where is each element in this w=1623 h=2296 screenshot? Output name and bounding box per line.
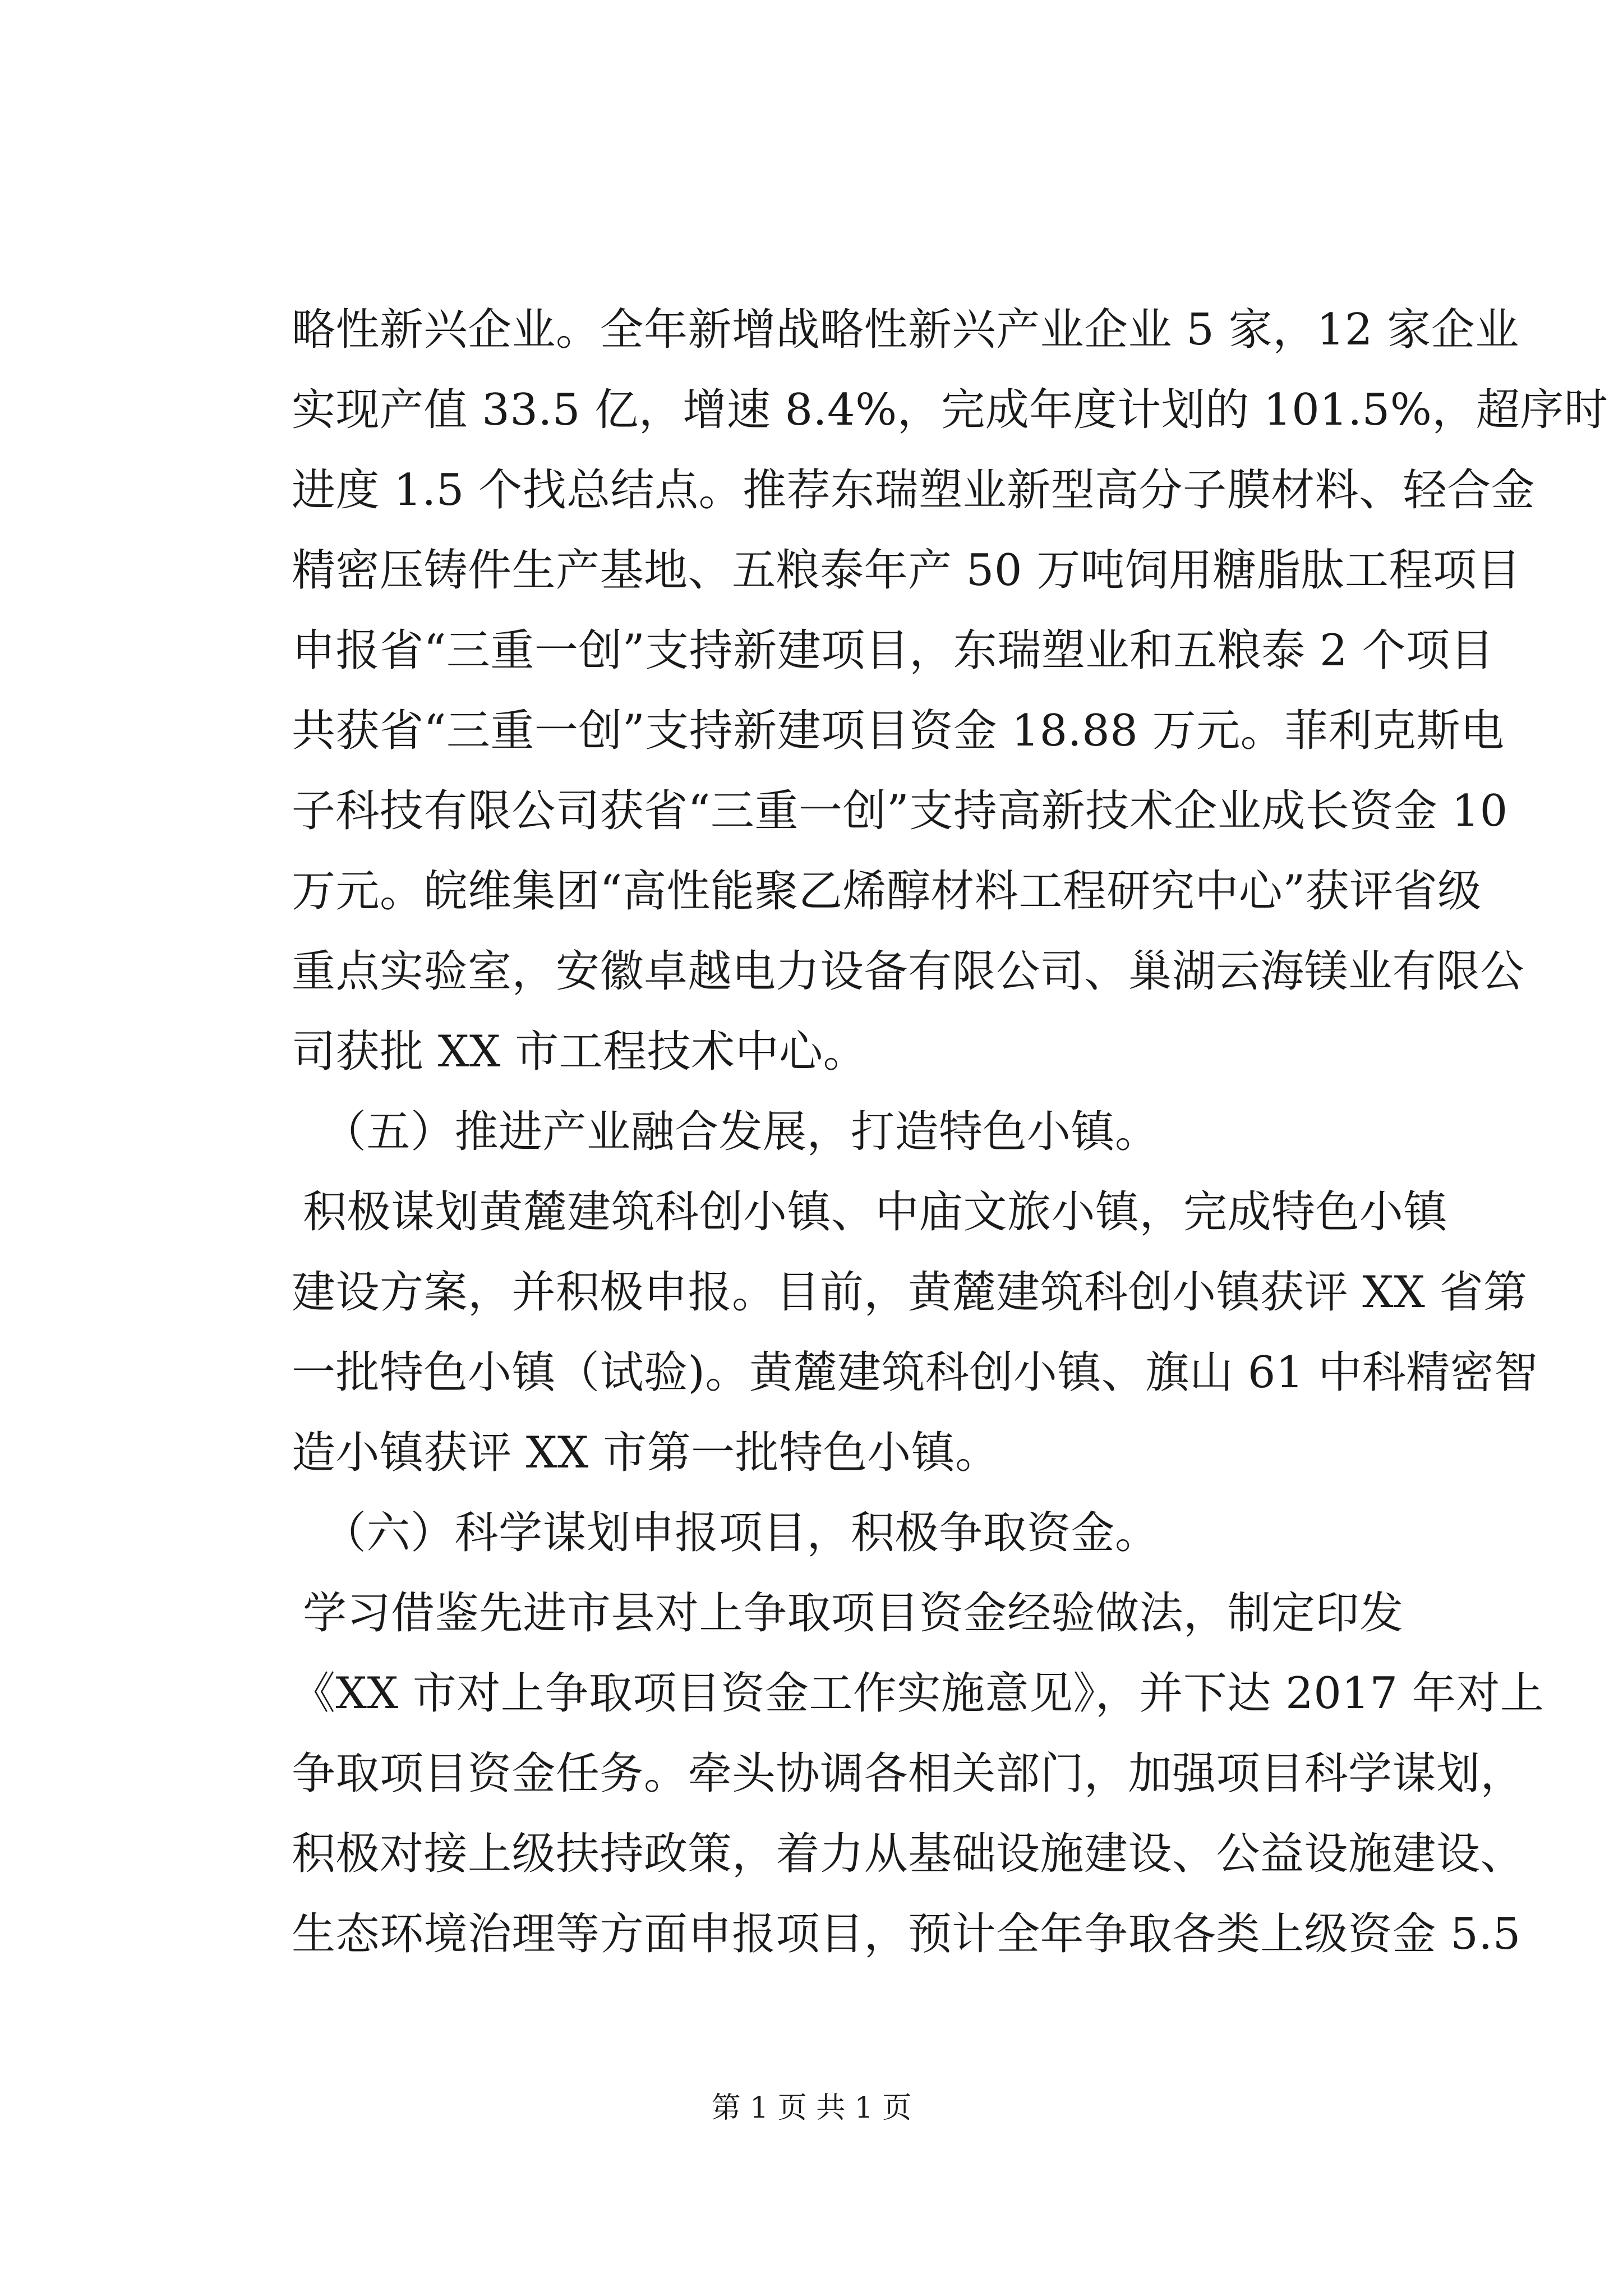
body-text-line: 进度 1.5 个找总结点。推荐东瑞塑业新型高分子膜材料、轻合金 <box>292 465 1536 516</box>
body-text-line: 略性新兴企业。全年新增战略性新兴产业企业 5 家，12 家企业 <box>292 305 1519 355</box>
body-text-line: 子科技有限公司获省“三重一创”支持高新技术企业成长资金 10 <box>292 786 1508 836</box>
body-text-line: 争取项目资金任务。牵头协调各相关部门，加强项目科学谋划， <box>292 1749 1525 1799</box>
body-text-line: 重点实验室，安徽卓越电力设备有限公司、巢湖云海镁业有限公 <box>292 946 1525 997</box>
body-text-line: 生态环境治理等方面申报项目，预计全年争取各类上级资金 5.5 <box>292 1909 1521 1959</box>
body-text-line: 积极对接上级扶持政策，着力从基础设施建设、公益设施建设、 <box>292 1829 1525 1879</box>
body-text-line: 学习借鉴先进市县对上争取项目资金经验做法，制定印发 <box>303 1588 1404 1639</box>
body-text-line: 积极谋划黄麓建筑科创小镇、中庙文旅小镇，完成特色小镇 <box>303 1187 1448 1237</box>
body-text-line: 造小镇获评 XX 市第一批特色小镇。 <box>292 1428 999 1478</box>
section-heading-5: （五）推进产业融合发展，打造特色小镇。 <box>322 1107 1159 1157</box>
page-footer: 第 1 页 共 1 页 <box>711 2091 912 2125</box>
body-text-line: 建设方案，并积极申报。目前，黄麓建筑科创小镇获评 XX 省第 <box>292 1267 1528 1318</box>
section-heading-6: （六）科学谋划申报项目，积极争取资金。 <box>322 1508 1159 1558</box>
body-text-line: 司获批 XX 市工程技术中心。 <box>292 1027 868 1077</box>
body-text-line: 实现产值 33.5 亿，增速 8.4%，完成年度计划的 101.5%，超序时 <box>292 385 1608 435</box>
body-text-line: 共获省“三重一创”支持新建项目资金 18.88 万元。菲利克斯电 <box>292 706 1505 756</box>
body-text-line: 申报省“三重一创”支持新建项目，东瑞塑业和五粮泰 2 个项目 <box>292 625 1494 676</box>
body-text-line: 一批特色小镇（试验)。黄麓建筑科创小镇、旗山 61 中科精密智 <box>292 1347 1538 1398</box>
body-text-line: 精密压铸件生产基地、五粮泰年产 50 万吨饲用糖脂肽工程项目 <box>292 545 1521 596</box>
body-text-line: 《XX 市对上争取项目资金工作实施意见》，并下达 2017 年对上 <box>292 1668 1544 1719</box>
body-text-line: 万元。皖维集团“高性能聚乙烯醇材料工程研究中心”获评省级 <box>292 866 1482 917</box>
